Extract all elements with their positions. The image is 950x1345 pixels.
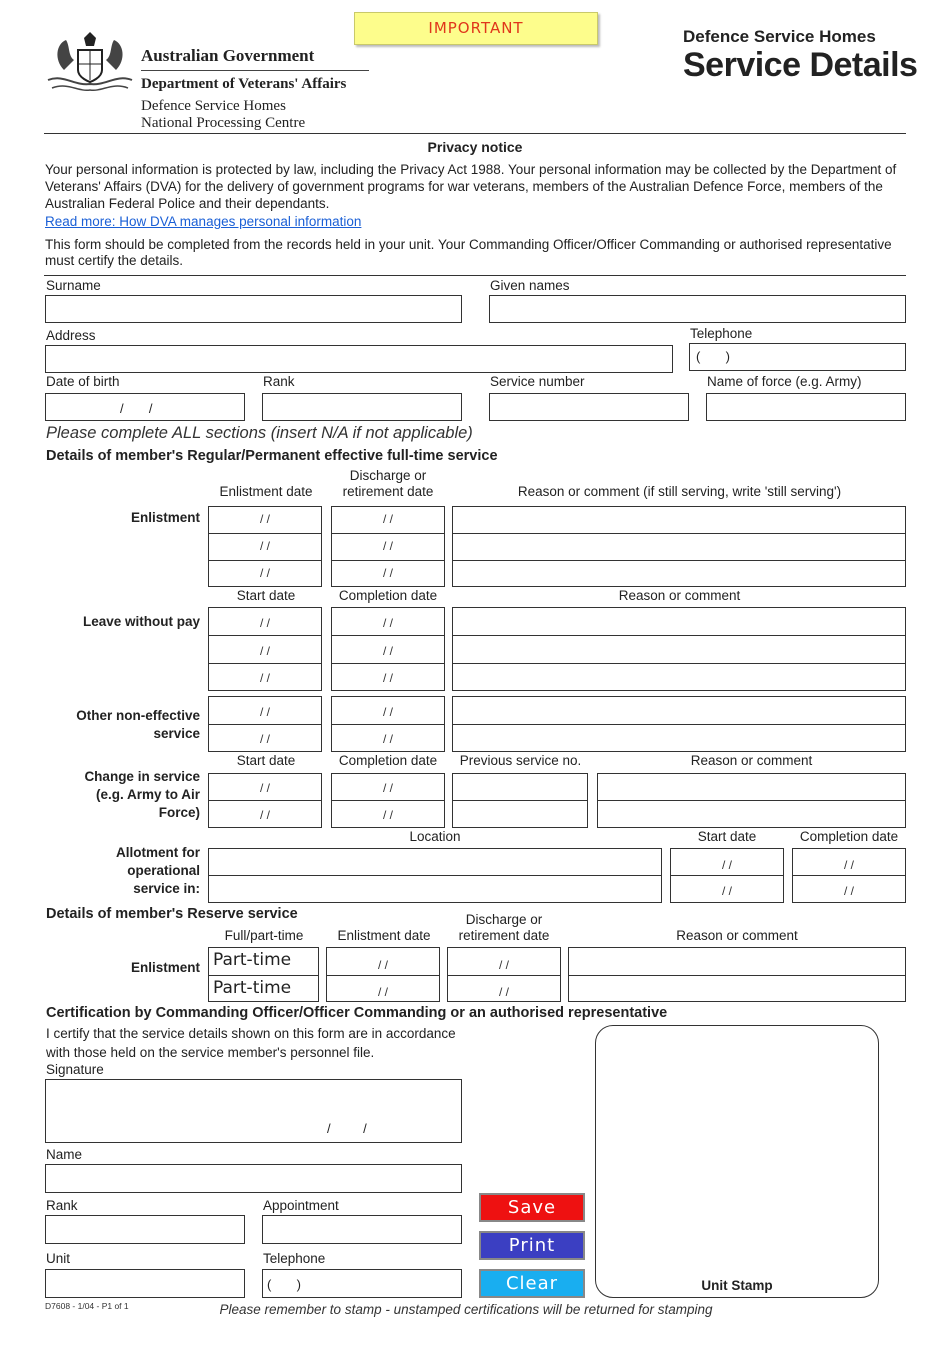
col-completion-date: Completion date <box>799 829 899 844</box>
other-non-effective-label: Other non-effective service <box>76 708 200 741</box>
unit-line-1: Defence Service Homes <box>141 98 286 114</box>
date-mask: / / <box>498 958 509 972</box>
col-reason: Reason or comment <box>618 588 741 603</box>
unit-input[interactable] <box>45 1269 245 1298</box>
date-mask: / / <box>259 566 270 580</box>
service-number-input[interactable] <box>489 393 689 421</box>
col-completion-date: Completion date <box>338 753 438 768</box>
address-label: Address <box>46 328 96 343</box>
reserve-type-2[interactable]: Part-time <box>213 978 292 998</box>
date-mask: / / <box>498 985 509 999</box>
unit-stamp-label: Unit Stamp <box>701 1278 773 1293</box>
reserve-heading: Details of member's Reserve service <box>46 906 298 922</box>
col-completion-date: Completion date <box>338 588 438 603</box>
surname-label: Surname <box>46 278 101 293</box>
date-mask: / / <box>382 671 393 685</box>
date-mask: / / <box>377 985 388 999</box>
date-mask: / / <box>721 858 732 872</box>
lwop-reason-group[interactable] <box>452 607 906 691</box>
date-mask: / / <box>259 512 270 526</box>
privacy-link[interactable]: Read more: How DVA manages personal information <box>45 214 362 229</box>
lwop-row-label: Leave without pay <box>82 614 200 629</box>
important-banner: IMPORTANT <box>354 12 598 45</box>
cert-rank-label: Rank <box>46 1198 78 1213</box>
date-mask: / / <box>382 616 393 630</box>
dob-mask: / / <box>120 401 153 416</box>
regular-heading: Details of member's Regular/Permanent effective full-time service <box>46 448 498 464</box>
col-discharge-date: Discharge or retirement date <box>342 468 434 499</box>
date-mask: / / <box>382 512 393 526</box>
dept-name: Department of Veterans' Affairs <box>141 76 347 92</box>
col-location: Location <box>409 829 461 844</box>
appointment-label: Appointment <box>263 1198 339 1213</box>
signature-input[interactable] <box>45 1079 462 1143</box>
address-input[interactable] <box>45 345 673 373</box>
date-mask: / / <box>382 566 393 580</box>
col-start-date: Start date <box>697 829 757 844</box>
col-discharge-date: Discharge or retirement date <box>458 912 550 943</box>
print-button[interactable]: Print <box>479 1231 585 1260</box>
unit-stamp-box <box>595 1025 879 1298</box>
col-previous-service-no: Previous service no. <box>459 753 582 768</box>
reserve-type-1[interactable]: Part-time <box>213 950 292 970</box>
enlistment-row-label: Enlistment <box>130 510 200 525</box>
date-mask: / / <box>259 616 270 630</box>
dob-input[interactable] <box>45 393 245 421</box>
date-mask: / / <box>382 705 393 719</box>
date-mask: / / <box>259 732 270 746</box>
appointment-input[interactable] <box>262 1215 462 1244</box>
cert-telephone-label: Telephone <box>263 1251 326 1266</box>
col-reason: Reason or comment <box>676 928 798 943</box>
date-mask: / / <box>259 671 270 685</box>
date-mask: / / <box>382 781 393 795</box>
col-start-date: Start date <box>236 753 296 768</box>
form-instructions: This form should be completed from the records held in your unit. Your Commanding Officer/Officer Commanding or authorised representative must certify the details. <box>45 237 892 268</box>
rank-input[interactable] <box>262 393 462 421</box>
date-mask: / / <box>382 808 393 822</box>
unit-label: Unit <box>46 1251 71 1266</box>
cert-rank-input[interactable] <box>45 1215 245 1244</box>
signature-date-mask: / / <box>327 1121 367 1136</box>
telephone-input[interactable] <box>689 343 906 371</box>
cert-telephone-mask: ( ) <box>267 1277 301 1292</box>
given-names-label: Given names <box>490 278 570 293</box>
allotment-label: Allotment for operational service in: <box>116 845 200 896</box>
service-number-label: Service number <box>490 374 585 389</box>
date-mask: / / <box>259 539 270 553</box>
coat-of-arms-icon <box>44 30 136 96</box>
certification-statement: I certify that the service details shown on this form are in accordance with those held on the service member's personnel file. <box>46 1026 456 1060</box>
form-subtitle: Defence Service Homes <box>683 27 876 46</box>
dob-label: Date of birth <box>46 374 120 389</box>
privacy-body: Your personal information is protected by law, including the Privacy Act 1988. Your personal information may be collected by the Department of Veterans' Affairs (DVA) for the delivery of government programs for war veterans, members of the Australian Defence Force, members of the Australian Federal Police and their dependants. <box>45 162 897 211</box>
name-input[interactable] <box>45 1164 462 1193</box>
signature-label: Signature <box>46 1062 104 1077</box>
enlistment-reason-group[interactable] <box>452 506 906 587</box>
cert-telephone-input[interactable] <box>262 1269 462 1298</box>
date-mask: / / <box>843 884 854 898</box>
col-full-part-time: Full/part-time <box>224 928 304 943</box>
date-mask: / / <box>259 808 270 822</box>
col-reason: Reason or comment <box>690 753 813 768</box>
date-mask: / / <box>259 781 270 795</box>
privacy-heading: Privacy notice <box>427 139 523 155</box>
force-label: Name of force (e.g. Army) <box>707 374 862 389</box>
date-mask: / / <box>259 705 270 719</box>
date-mask: / / <box>259 644 270 658</box>
date-mask: / / <box>377 958 388 972</box>
force-input[interactable] <box>706 393 906 421</box>
date-mask: / / <box>721 884 732 898</box>
unit-line-2: National Processing Centre <box>141 115 306 131</box>
date-mask: / / <box>382 644 393 658</box>
name-label: Name <box>46 1147 83 1162</box>
date-mask: / / <box>382 539 393 553</box>
certification-heading: Certification by Commanding Officer/Officer Commanding or an authorised representative <box>46 1005 668 1021</box>
col-enlistment-date: Enlistment date <box>219 484 313 499</box>
form-code: D7608 - 1/04 - P1 of 1 <box>45 1301 129 1311</box>
stamp-note: Please remember to stamp - unstamped certifications will be returned for stamping <box>219 1302 713 1317</box>
col-enlistment-date: Enlistment date <box>337 928 431 943</box>
date-mask: / / <box>843 858 854 872</box>
page-title: Service Details <box>683 46 918 84</box>
complete-all-note: Please complete ALL sections (insert N/A if not applicable) <box>46 424 473 442</box>
clear-button[interactable]: Clear <box>479 1269 585 1298</box>
telephone-label: Telephone <box>690 326 753 341</box>
col-reason-enlist: Reason or comment (if still serving, write 'still serving') <box>517 484 842 499</box>
reserve-enlistment-label: Enlistment <box>130 960 200 975</box>
save-button[interactable]: Save <box>479 1193 585 1222</box>
telephone-mask: ( ) <box>696 349 730 364</box>
change-in-service-label: Change in service (e.g. Army to Air Force) <box>84 769 200 820</box>
gov-name: Australian Government <box>141 46 315 65</box>
rank-label: Rank <box>263 374 295 389</box>
surname-input[interactable] <box>45 295 462 323</box>
col-start-date: Start date <box>236 588 296 603</box>
given-names-input[interactable] <box>489 295 906 323</box>
date-mask: / / <box>382 732 393 746</box>
